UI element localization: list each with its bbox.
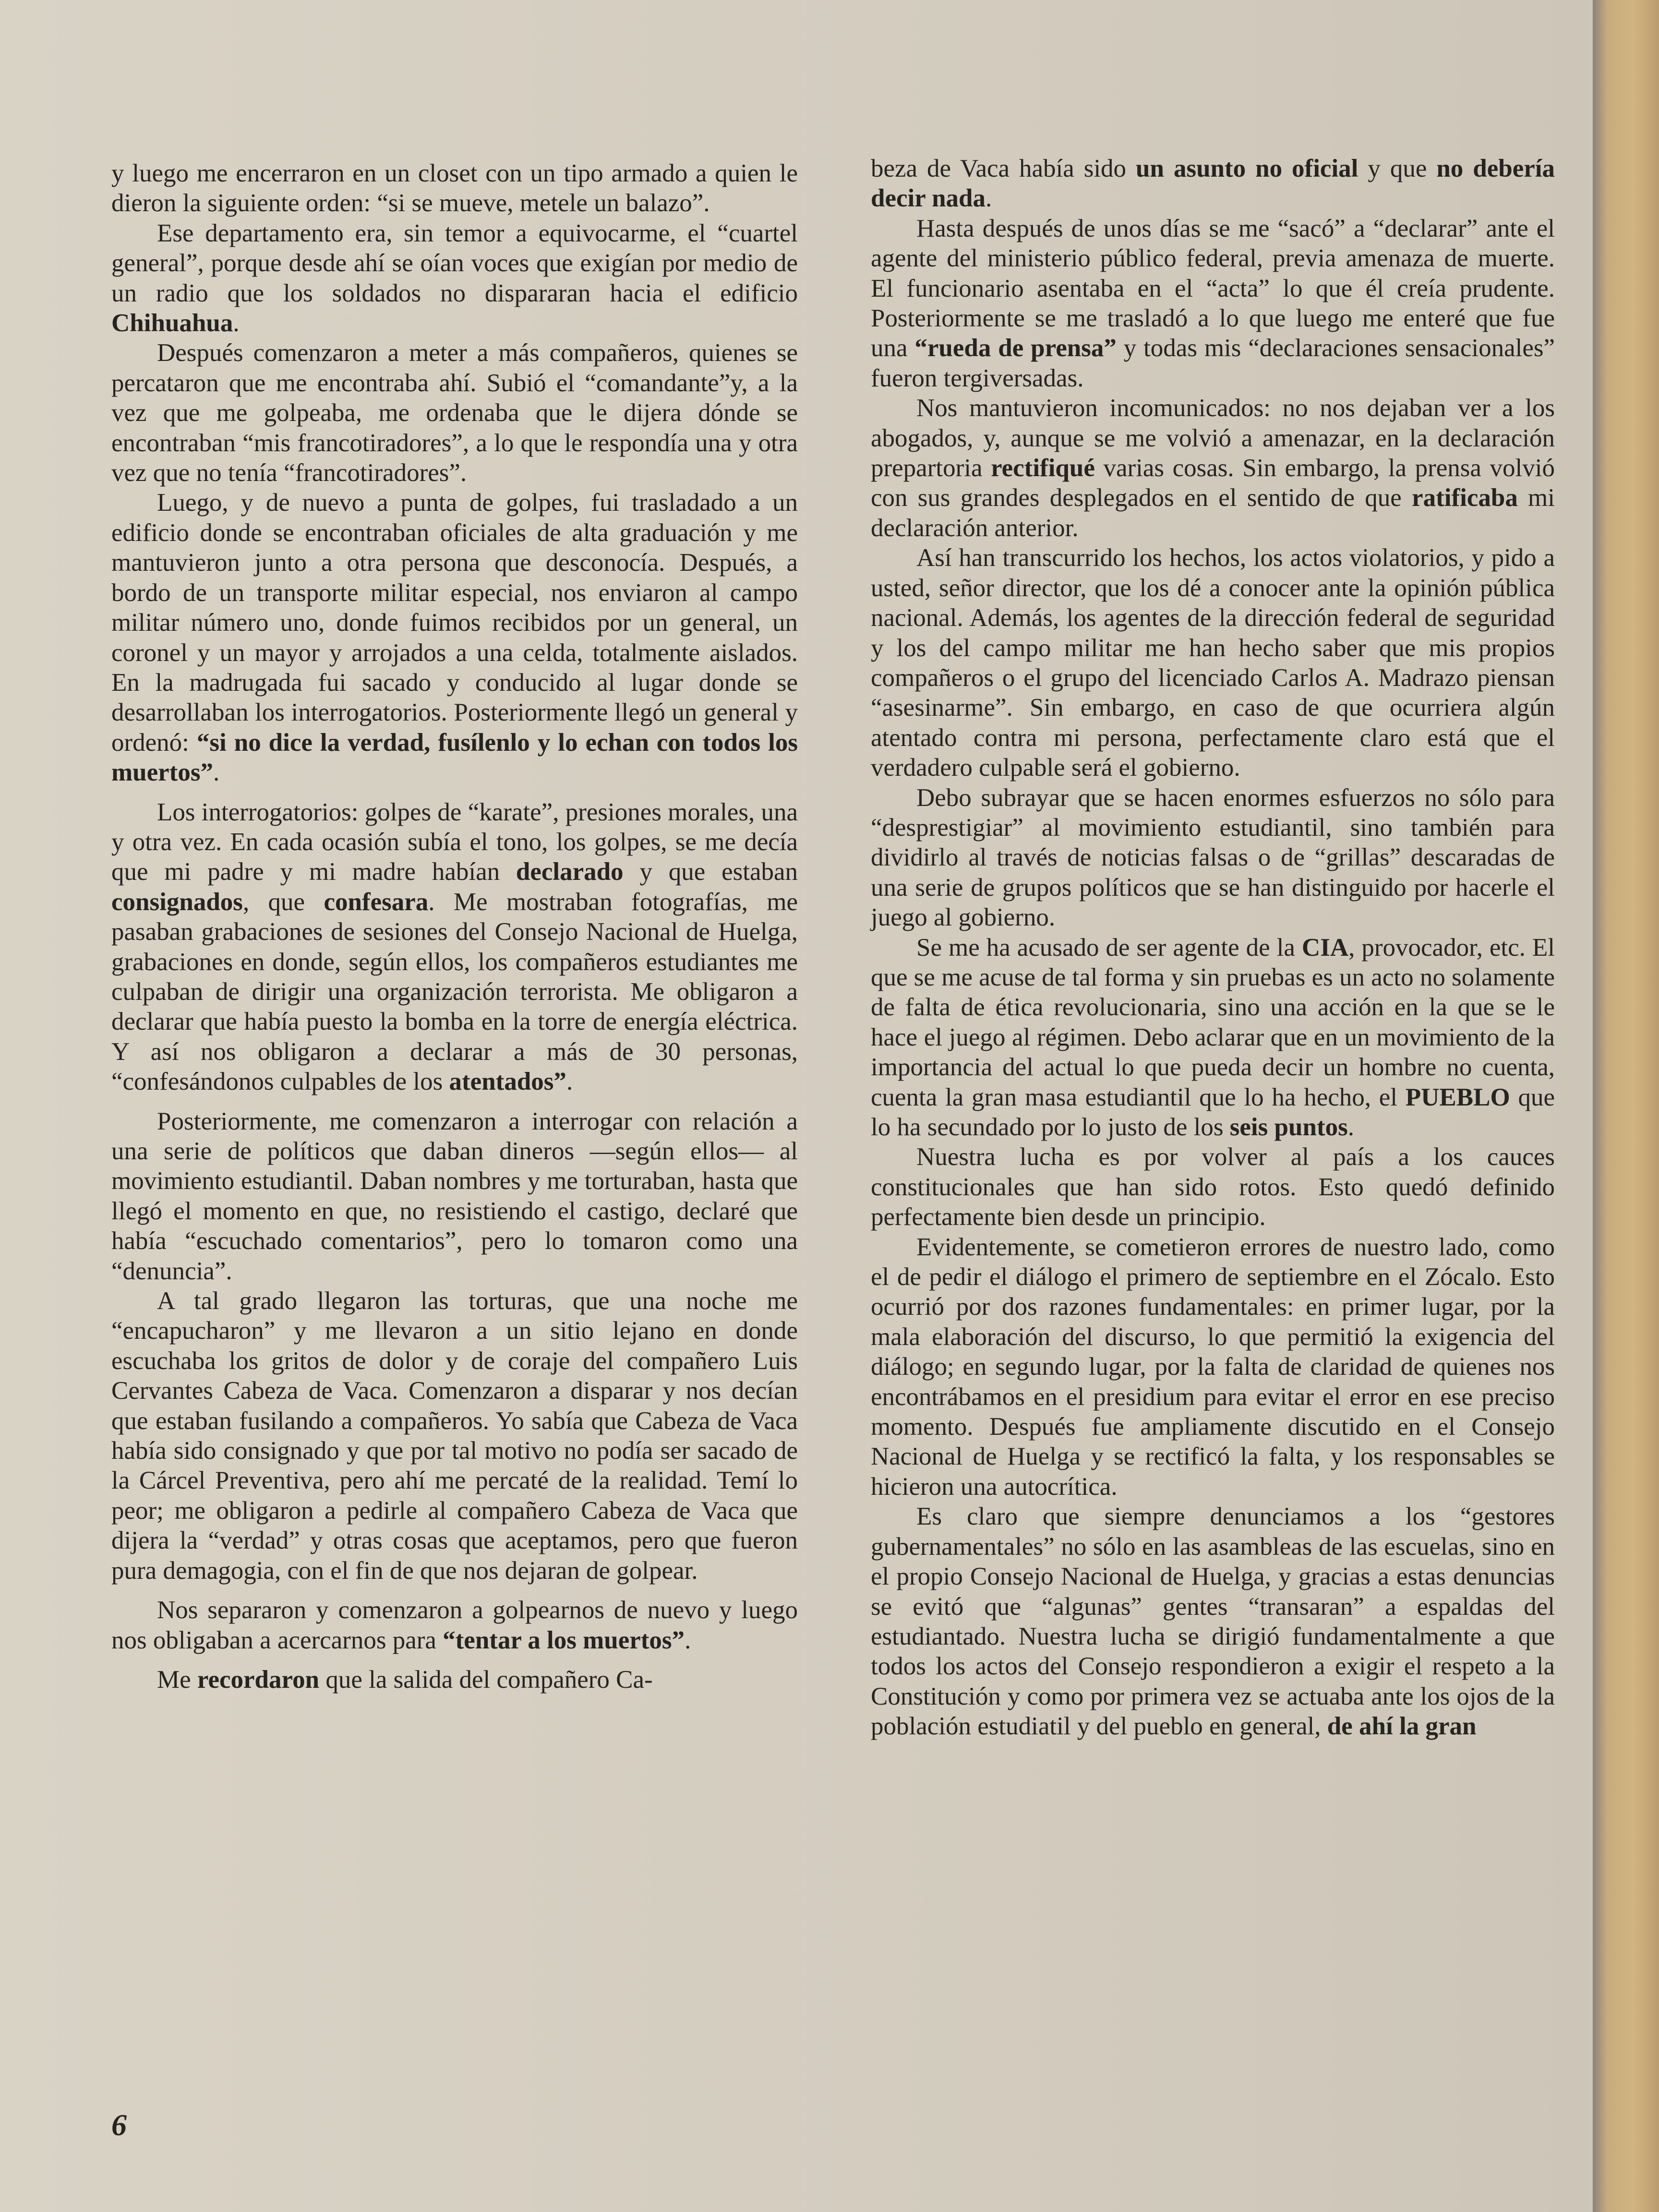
text-run: . (1347, 1113, 1354, 1141)
paragraph (871, 783, 1555, 933)
bold-text: “tentar a los muertos” (443, 1626, 685, 1654)
text-run: . (213, 758, 220, 787)
paragraph (871, 1142, 1555, 1232)
paragraph (111, 218, 798, 338)
text-run: y que estaban (623, 858, 798, 886)
text-run: Posteriormente, me comenzaron a interrogar con relación a una serie de políticos que daban dineros —según ellos— al movimiento estudiantil. Daban nombres y me torturaban, hasta que llegó el momento en que, no resistiendo el castigo, declaré que había “escuchado comentarios”, pero lo tomaron como una “denuncia”. (111, 1107, 798, 1285)
bold-text: “si no dice la verdad, fusílenlo y lo echan con todos los muertos” (111, 728, 798, 787)
paragraph (871, 933, 1555, 1142)
paragraph (871, 154, 1555, 214)
text-run: Evidentemente, se cometieron errores de nuestro lado, como el de pedir el diálogo el primero de septiembre en el Zócalo. Esto ocurrió por dos razones fundamentales: en primer lugar, por la mala elaboración del discurso, lo que permitió la exigencia del diálogo; en segundo lugar, por la falta de claridad de quienes nos encontrábamos en el presidium para evitar el error en ese preciso momento. Después fue ampliamente discutido en el Consejo Nacional de Huelga y se rectificó la falta, y los responsables se hicieron una autocrítica. (871, 1233, 1555, 1501)
text-run: beza de Vaca había sido (871, 155, 1136, 182)
text-run: Después comenzaron a meter a más compañeros, quienes se percataron que me encontraba ahí. Subió el “comandante”y, a la vez que me golpeaba, me ordenaba que le dijera dónde se encontraban “mis francotiradores”, a lo que le respondía una y otra vez que no tenía “francotiradores”. (111, 339, 798, 487)
text-run: y todas mis “declaraciones sensacionales” fueron tergiversadas. (871, 334, 1555, 392)
paragraph (871, 214, 1555, 393)
paragraph (111, 488, 798, 787)
text-run: Ese departamento era, sin temor a equivocarme, el “cuartel general”, porque desde ahí se oían voces que exigían por medio de un radio que los soldados no dispararan hacia el edificio (111, 219, 798, 307)
text-run: A tal grado llegaron las torturas, que una noche me “encapucharon” y me llevaron a un sitio lejano en donde escuchaba los gritos de dolor y de coraje del compañero Luis Cervantes Cabeza de Vaca. Comenzaron a disparar y nos decían que estaban fusilando a compañeros. Yo sabía que Cabeza de Vaca había sido consignado y que por tal motivo no podía ser sacado de la Cárcel Preventiva, pero ahí me percaté de la realidad. Temí lo peor; me obligaron a pedirle al compañero Cabeza de Vaca que dijera la “verdad” y otras cosas que aceptamos, pero que fueron pura demagogia, con el fin de que nos dejaran de golpear. (111, 1287, 798, 1585)
paragraph (871, 1502, 1555, 1741)
bold-text: no debería decir nada (871, 155, 1555, 213)
bold-text: Chihuahua (111, 309, 233, 337)
page-number: 6 (111, 2108, 127, 2142)
text-run: Nos separaron y comenzaron a golpearnos de nuevo y luego nos obligaban a acercarnos para (111, 1596, 798, 1654)
text-run: y luego me encerraron en un closet con un tipo armado a quien le dieron la siguiente orden: “si se mueve, metele un balazo”. (111, 159, 798, 217)
bold-text: de ahí la gran (1327, 1712, 1477, 1741)
text-run: Así han transcurrido los hechos, los actos violatorios, y pido a usted, señor director, que los dé a conocer ante la opinión pública nacional. Además, los agentes de la dirección federal de seguridad y los del campo militar me han hecho saber que mis propios compañeros o el grupo del licenciado Carlos A. Madrazo piensan “asesinarme”. Sin embargo, en caso de que ocurriera algún atentado contra mi persona, perfectamente claro está que el verdadero culpable será el gobierno. (871, 544, 1555, 782)
text-run: , que (242, 888, 324, 916)
text-run: mi declaración anterior. (871, 484, 1555, 542)
bold-text: “rueda de prensa” (914, 334, 1117, 362)
text-run: que la salida del compañero Ca- (319, 1665, 653, 1694)
bold-text: PUEBLO (1405, 1083, 1510, 1111)
text-run: . Me mostraban fotografías, me pasaban grabaciones de sesiones del Consejo Nacional de Huelga, grabaciones en donde, según ellos, los compañeros estudiantes me culpaban de dirigir una organización terrorista. Me obligaron a declarar que había puesto la bomba en la torre de energía eléctrica. Y así nos obligaron a declarar a más de 30 personas, “confesándonos culpables de los (111, 888, 798, 1096)
text-run: Nuestra lucha es por volver al país a los cauces constitucionales que han sido rotos. Esto quedó definido perfectamente bien desde un principio. (871, 1143, 1555, 1231)
paragraph (111, 1106, 798, 1286)
text-run: Se me ha acusado de ser agente de la (916, 933, 1302, 962)
right-column (871, 154, 1555, 1742)
text-run: Nos mantuvieron incomunicados: no nos dejaban ver a los abogados, y, aunque se me volvió a amenazar, en la declaración prepartoria (871, 394, 1555, 482)
text-run: Me (157, 1665, 197, 1694)
paragraph (111, 1665, 798, 1695)
text-run: y que (1358, 155, 1437, 182)
bold-text: ratificaba (1412, 484, 1518, 512)
paragraph (111, 338, 798, 488)
paragraph (111, 797, 798, 1097)
bold-text: un asunto no oficial (1136, 155, 1358, 182)
bold-text: declarado (516, 858, 624, 886)
text-run: , provocador, etc. El que se me acuse de tal forma y sin pruebas es un acto no solamente de falta de ética revolucionaria, sino una acción en la que se le hace el juego al régimen. Debo aclarar que en un movimiento de la importancia del actual lo que pueda decir un hombre no cuenta, cuenta la gran masa estudiantil que lo ha hecho, el (871, 933, 1555, 1111)
text-run: que lo ha secundado por lo justo de los (871, 1083, 1555, 1141)
bold-text: CIA (1301, 933, 1349, 962)
bold-text: recordaron (197, 1665, 320, 1694)
text-run: . (233, 309, 240, 337)
bold-text: consignados (111, 888, 243, 916)
bold-text: confesara (324, 888, 429, 916)
page-edge (1593, 0, 1659, 2212)
left-column (111, 158, 798, 1695)
paragraph (871, 1232, 1555, 1502)
text-run: Es claro que siempre denunciamos a los “gestores gubernamentales” no sólo en las asambleas de las escuelas, sino en el propio Consejo Nacional de Huelga, y gracias a estas denuncias se evitó que “algunas” gentes “transaran” a espaldas del estudiantado. Nuestra lucha se dirigió fundamentalmente a que todos los actos del Consejo respondieron a exigir el respeto a la Constitución y como por primera vez se actuaba ante los ojos de la población estudiatil y del pueblo en general, (871, 1503, 1555, 1741)
paragraph (871, 393, 1555, 543)
text-run: . (685, 1626, 691, 1654)
text-run: Luego, y de nuevo a punta de golpes, fui trasladado a un edificio donde se encontraban oficiales de alta graduación y me mantuvieron junto a otra persona que desconocía. Después, a bordo de un transporte militar especial, nos enviaron al campo militar número uno, donde fuimos recibidos por un general, un coronel y un mayor y arrojados a una celda, totalmente aislados. En la madrugada fui sacado y conducido al lugar donde se desarrollaban los interrogatorios. Posteriormente llegó un general y ordenó: (111, 489, 798, 757)
bold-text: rectifiqué (991, 454, 1095, 482)
paragraph (871, 543, 1555, 782)
paragraph (111, 1595, 798, 1655)
text-run: . (986, 184, 992, 213)
text-run: Debo subrayar que se hacen enormes esfuerzos no sólo para “desprestigiar” al movimiento estudiantil, sino también para dividirlo al través de noticias falsas o de “grillas” descaradas de una serie de grupos políticos que se han distinguido por hacerle el juego al gobierno. (871, 783, 1555, 932)
text-run: Los interrogatorios: golpes de “karate”, presiones morales, una y otra vez. En cada ocasión subía el tono, los golpes, se me decía que mi padre y mi madre habían (111, 798, 798, 886)
bold-text: seis puntos (1229, 1113, 1348, 1141)
text-run: . (566, 1068, 573, 1096)
bold-text: atentados” (449, 1068, 566, 1096)
text-run: Hasta después de unos días se me “sacó” a “declarar” ante el agente del ministerio público federal, previa amenaza de muerte. El funcionario asentaba en el “acta” lo que él creía prudente. Posteriormente se me trasladó a lo que luego me enteré que fue una (871, 214, 1555, 362)
text-run: varias cosas. Sin embargo, la prensa volvió con sus grandes desplegados en el sentido de que (871, 454, 1555, 512)
paragraph (111, 158, 798, 218)
paragraph (111, 1286, 798, 1586)
